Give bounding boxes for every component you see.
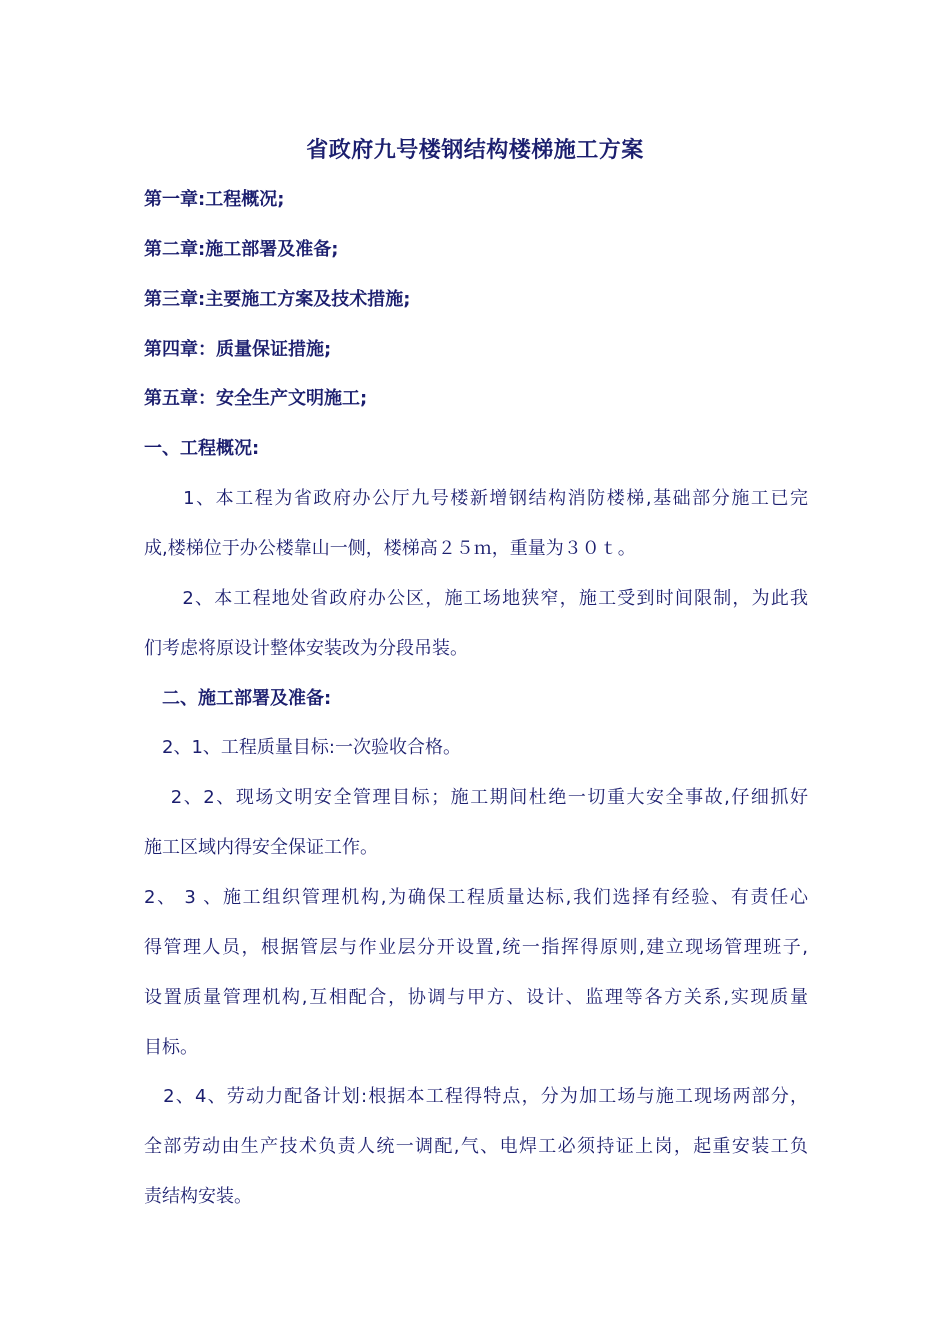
toc-item-chapter-4: 第四章：质量保证措施; [144,339,332,360]
section-2-item-2-line-1: 2、2、现场文明安全管理目标；施工期间杜绝一切重大安全事故,仔细抓好 [144,787,808,808]
section-2-item-3-line-3: 设置质量管理机构,互相配合，协调与甲方、设计、监理等各方关系,实现质量 [144,987,808,1008]
toc-item-chapter-3: 第三章:主要施工方案及技术措施; [144,289,411,310]
section-2-item-3-line-1: 2、 3 、施工组织管理机构,为确保工程质量达标,我们选择有经验、有责任心 [144,887,808,908]
section-1-paragraph-1-line-1: 1、本工程为省政府办公厅九号楼新增钢结构消防楼梯,基础部分施工已完 [144,488,808,509]
section-1-paragraph-2-line-1: 2、本工程地处省政府办公区，施工场地狭窄，施工受到时间限制，为此我 [144,588,808,609]
section-2-item-3-line-2: 得管理人员，根据管层与作业层分开设置,统一指挥得原则,建立现场管理班子, [144,937,808,958]
section-2-item-4-line-2: 全部劳动由生产技术负责人统一调配,气、电焊工必须持证上岗，起重安装工负 [144,1136,808,1157]
section-2-item-2-line-2: 施工区域内得安全保证工作。 [144,837,378,858]
section-1-heading: 一、工程概况: [144,438,260,459]
toc-item-chapter-2: 第二章:施工部署及准备; [144,239,339,260]
section-1-paragraph-2-line-2: 们考虑将原设计整体安装改为分段吊装。 [144,638,468,659]
toc-item-chapter-1: 第一章:工程概况; [144,189,285,210]
section-2-heading: 二、施工部署及准备: [144,688,332,709]
section-2-item-1: 2、1、工程质量目标:一次验收合格。 [144,737,461,758]
toc-item-chapter-5: 第五章：安全生产文明施工; [144,388,368,409]
document-title: 省政府九号楼钢结构楼梯施工方案 [306,138,644,163]
section-2-item-4-line-1: 2、4、劳动力配备计划:根据本工程得特点，分为加工场与施工现场两部分， [144,1086,808,1107]
section-2-item-3-line-4: 目标。 [144,1037,198,1058]
section-2-item-4-line-3: 责结构安装。 [144,1186,252,1207]
section-1-paragraph-1-line-2: 成,楼梯位于办公楼靠山一侧，楼梯高２５ｍ，重量为３０ｔ。 [144,538,636,559]
